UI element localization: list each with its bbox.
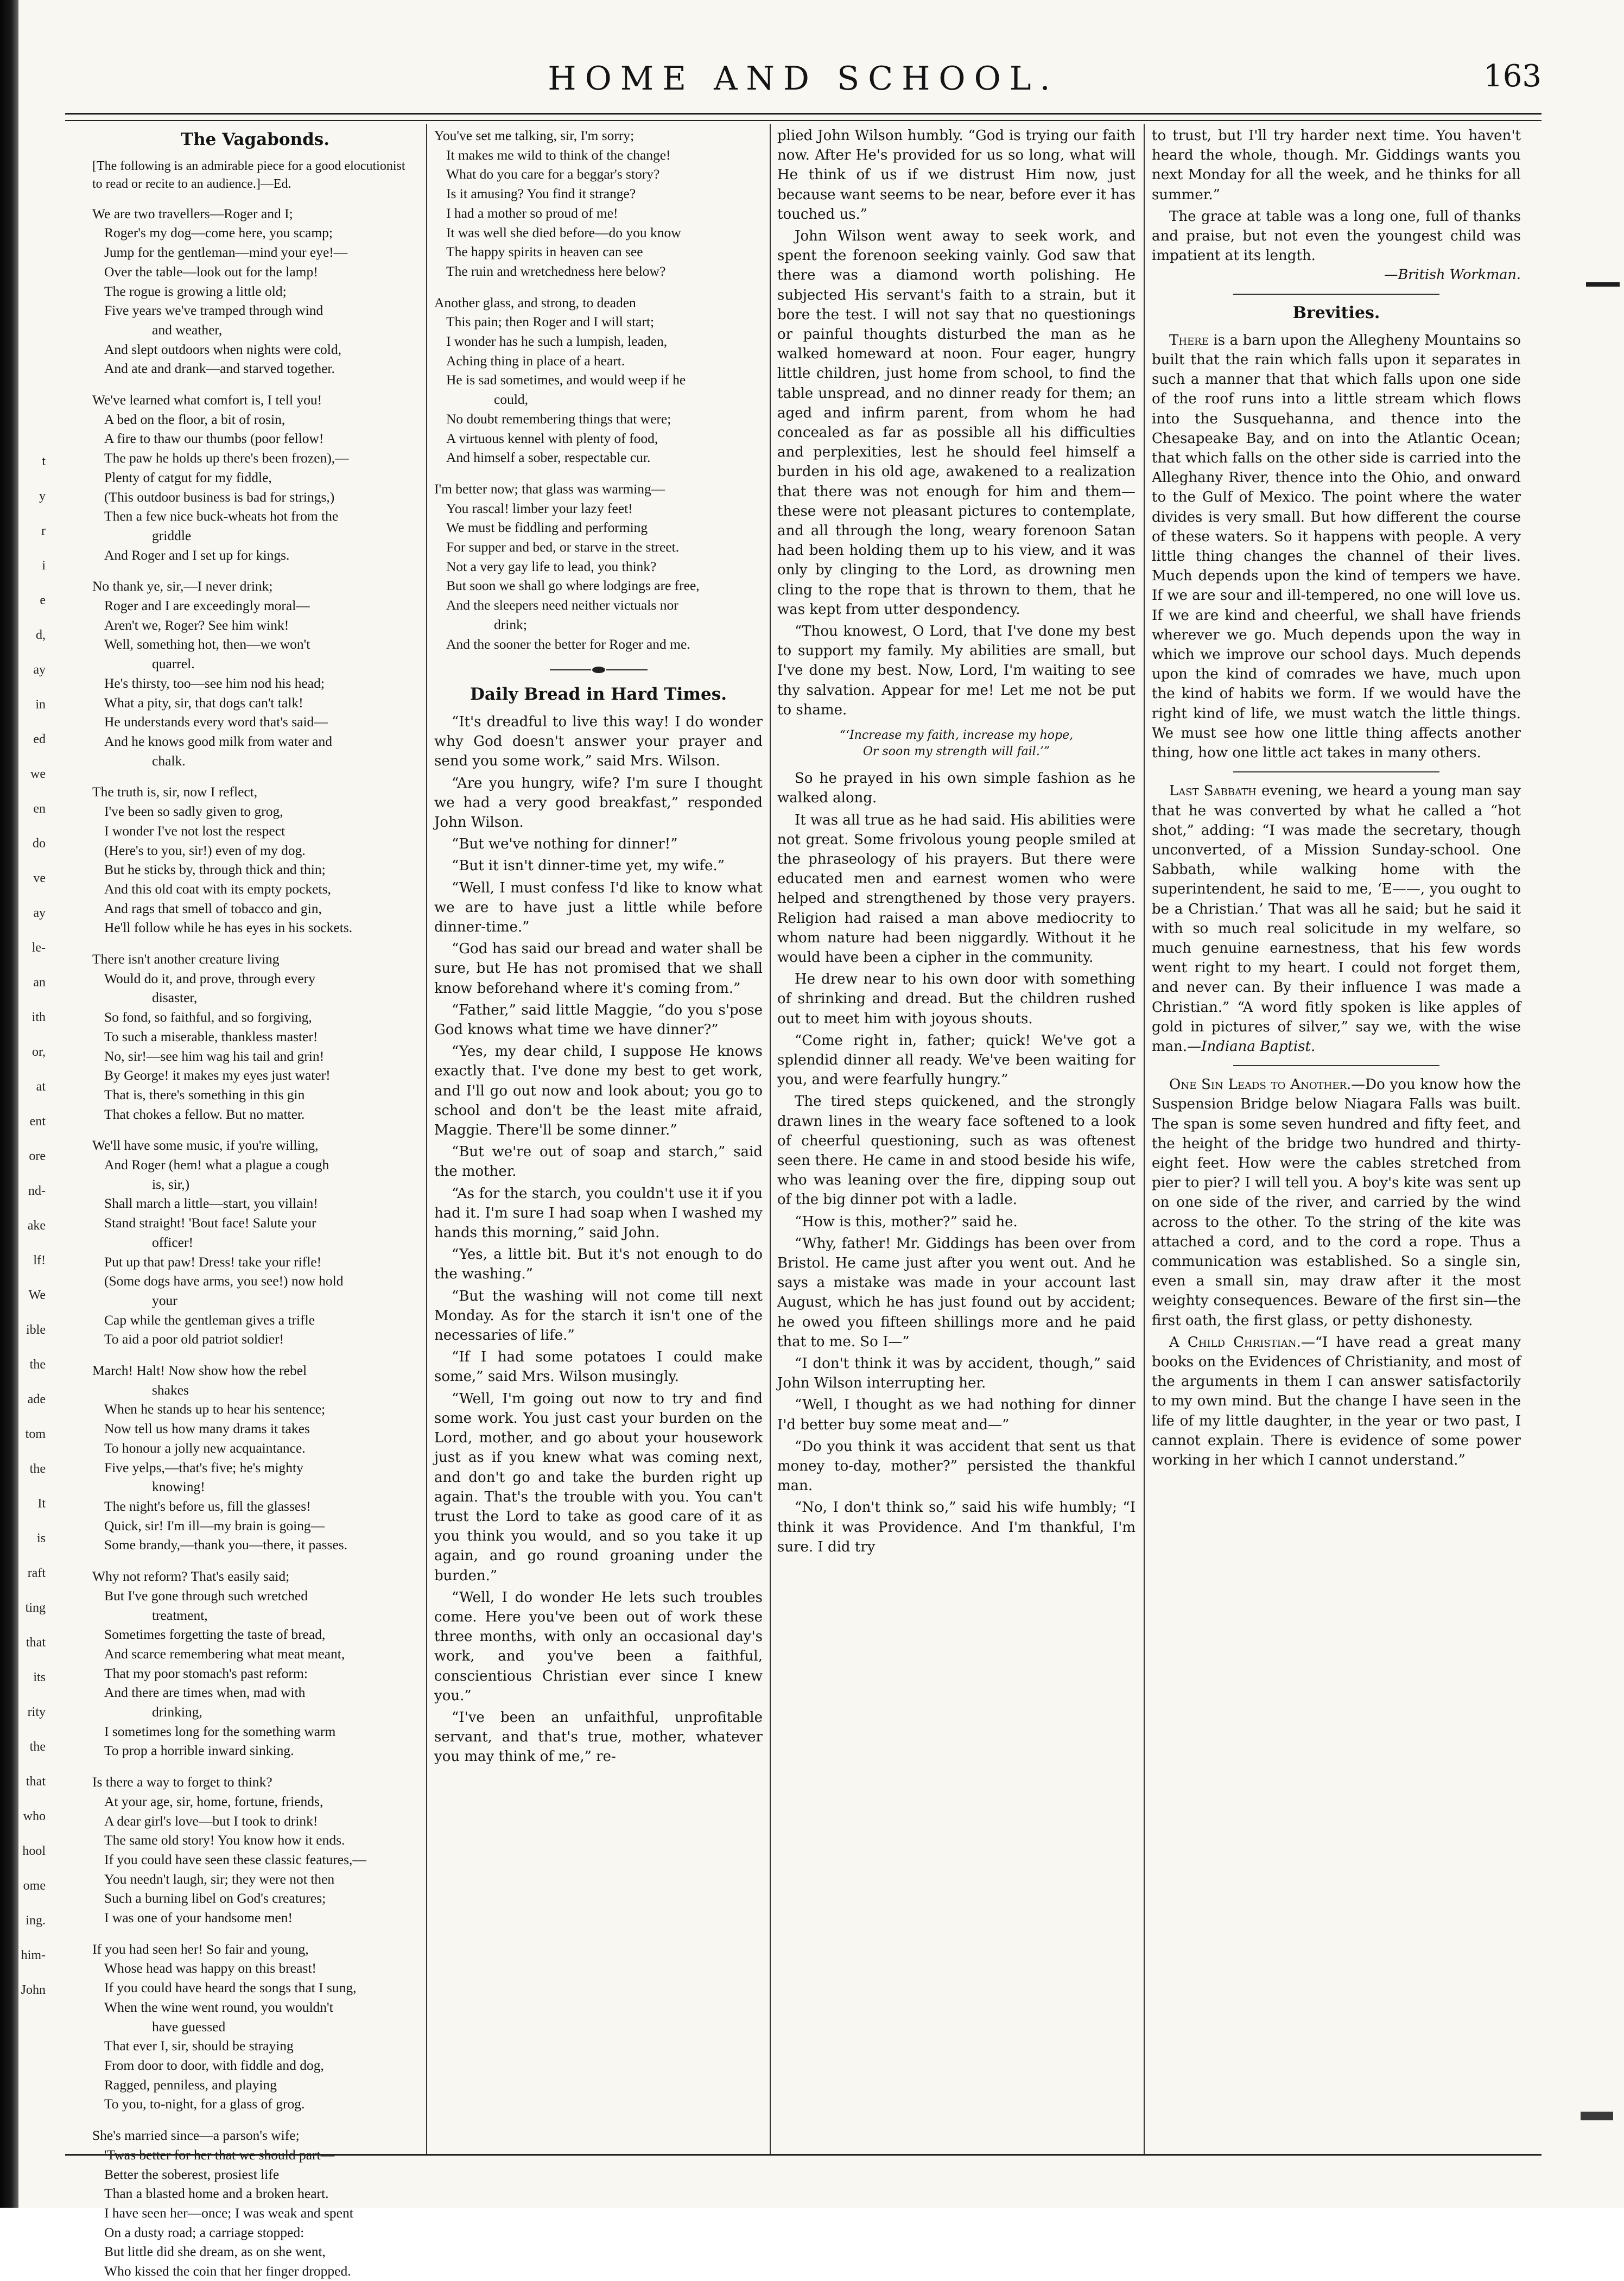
fragment-text: is bbox=[36, 1531, 46, 1545]
fragment-text: d, bbox=[36, 628, 46, 642]
story-paragraph: He drew near to his own door with something of shrinking and dread. But the children rushed out to meet him with joyous shouts. bbox=[777, 971, 1135, 1027]
poem-line: If you could have seen these classic features,— bbox=[104, 1851, 366, 1867]
story-paragraph: “Well, I must confess I'd like to know what we are to have just a little while before dinner-time.” bbox=[434, 879, 763, 936]
fragment-text: John bbox=[21, 1983, 46, 1997]
fragment-text: who bbox=[23, 1809, 46, 1823]
fragment-text: ing. bbox=[26, 1913, 46, 1928]
poem-line: She's married since—a parson's wife; bbox=[92, 2127, 300, 2144]
poem-line: That is, there's something in this gin bbox=[104, 1086, 305, 1103]
poem-line: officer! bbox=[152, 1234, 193, 1250]
poem-line: could, bbox=[494, 391, 529, 408]
fragment-text: i bbox=[42, 559, 46, 573]
poem-line: And the sooner the better for Roger and me. bbox=[446, 636, 690, 652]
poem-line: But he sticks by, through thick and thin; bbox=[104, 861, 326, 878]
poem-line: Such a burning libel on God's creatures; bbox=[104, 1890, 326, 1906]
poem-line: Five yelps,—that's five; he's mighty bbox=[104, 1459, 303, 1475]
poem-line: We must be fiddling and performing bbox=[446, 519, 648, 536]
poem-line: shakes bbox=[152, 1382, 189, 1398]
poem-line: We've learned what comfort is, I tell you! bbox=[92, 392, 322, 408]
poem-line: And Roger and I set up for kings. bbox=[104, 547, 290, 563]
column-3 bbox=[777, 126, 1135, 2145]
fragment-text: him- bbox=[21, 1948, 46, 1962]
daily-bread-title: Daily Bread in Hard Times. bbox=[470, 685, 727, 705]
poem-line: A virtuous kennel with plenty of food, bbox=[446, 430, 658, 446]
poem-line: drink; bbox=[494, 616, 527, 632]
poem-line: disaster, bbox=[152, 990, 198, 1006]
poem-line: And there are times when, mad with bbox=[104, 1684, 306, 1701]
poem-stanza bbox=[434, 126, 763, 281]
poem-line: Better the soberest, prosiest life bbox=[104, 2166, 280, 2182]
poem-line: No doubt remembering things that were; bbox=[446, 410, 671, 427]
poem-line: He is sad sometimes, and would weep if he bbox=[446, 372, 686, 388]
poem-line: Now tell us how many drams it takes bbox=[104, 1421, 310, 1437]
poem-line: Why not reform? That's easily said; bbox=[92, 1568, 290, 1585]
poem-line: Is it amusing? You find it strange? bbox=[446, 186, 636, 202]
poem-line: Plenty of catgut for my fiddle, bbox=[104, 469, 272, 485]
section-rule bbox=[1233, 771, 1440, 772]
poem-line: That chokes a fellow. But no matter. bbox=[104, 1106, 305, 1122]
poem-line: have guessed bbox=[152, 2018, 226, 2035]
poem-line: Not a very gay life to lead, you think? bbox=[446, 558, 657, 574]
poem-stanza bbox=[434, 479, 763, 654]
fragment-text: ay bbox=[33, 906, 46, 920]
poem-line: Stand straight! 'Bout face! Salute your bbox=[104, 1215, 316, 1231]
poem-line: Than a blasted home and a broken heart. bbox=[104, 2185, 329, 2202]
poem-line: Is there a way to forget to think? bbox=[92, 1774, 272, 1790]
poem-line: When he stands up to hear his sentence; bbox=[104, 1401, 326, 1417]
poem-line: It was well she died before—do you know bbox=[446, 224, 681, 240]
poem-line: The happy spirits in heaven can see bbox=[446, 244, 643, 260]
story-paragraph: to trust, but I'll try harder next time. You haven't heard the whole, though. Mr. Giddings wants you next Monday for all the week, and he thinks for all summer.” bbox=[1152, 128, 1521, 203]
poem-stanza bbox=[92, 1136, 418, 1349]
fragment-text: raft bbox=[27, 1566, 46, 1580]
fragment-text: ore bbox=[29, 1149, 46, 1163]
fragment-text: in bbox=[35, 698, 46, 712]
poem-line: The truth is, sir, now I reflect, bbox=[92, 784, 258, 800]
story-paragraph: “Well, I do wonder He lets such troubles come. Here you've been out of work these three months, with only an occasional day's work, and you've been a faithful, conscientious Christian ever since I knew you.” bbox=[434, 1589, 763, 1704]
section-rule bbox=[1233, 294, 1440, 295]
poem-line: At your age, sir, home, fortune, friends, bbox=[104, 1793, 323, 1809]
poem-line: Sometimes forgetting the taste of bread, bbox=[104, 1626, 326, 1643]
story-paragraph: It was all true as he had said. His abilities were not great. Some frivolous young people smiled at the phraseology of his prayers. But there were educated men and earnest women who were helped and strengthened by those very prayers. Religion had raised a man above mediocrity to whom nature had been niggardly. Without it he would have been a cipher in the community. bbox=[777, 812, 1135, 966]
poem-line: He understands every word that's said— bbox=[104, 714, 328, 730]
poem-line: 'Twas better for her that we should part— bbox=[104, 2146, 335, 2163]
binding-spine bbox=[0, 0, 18, 2208]
poem-line: The night's before us, fill the glasses! bbox=[104, 1498, 311, 1514]
poem-line: So fond, so faithful, and so forgiving, bbox=[104, 1009, 312, 1025]
poem-line: A dear girl's love—but I took to drink! bbox=[104, 1813, 318, 1829]
poem-line: From door to door, with fiddle and dog, bbox=[104, 2057, 324, 2073]
fragment-text: r bbox=[41, 524, 46, 538]
vagabonds-stanzas-part-2 bbox=[434, 126, 763, 654]
column-divider bbox=[1144, 124, 1145, 2154]
section-rule bbox=[1233, 1065, 1440, 1066]
poem-line: What do you care for a beggar's story? bbox=[446, 166, 660, 182]
brevity-one-sin: One Sin Leads to Another.—Do you know how the Suspension Bridge below Niagara Falls was built. The span is some seven hundred and fifty feet, and the height of the bridge two hundred and thirty-eight feet. How were the cables stretched from pier to pier? I will tell you. A boy's kite was sent up on one side of the river, and carried by the wind across to the other. To the string of the kite was attached a cord, and to the cord a rope. Thus a communication was established. So a single sin, even a small sin, may draw after it the most weighty consequences. Beware of the first sin—the first oath, the first glass, or petty dishonesty. bbox=[1152, 1076, 1521, 1329]
fragment-text: its bbox=[33, 1670, 46, 1684]
story-paragraph: “Yes, my dear child, I suppose He knows exactly that. I've done my best to get work, and I'll go out now and look about; you go to school and don't be the least mite afraid, Maggie. There'll be some dinner.” bbox=[434, 1043, 763, 1139]
story-paragraph: “How is this, mother?” said he. bbox=[795, 1213, 1018, 1230]
fragment-text: It bbox=[37, 1497, 46, 1511]
brevities-title: Brevities. bbox=[1292, 303, 1380, 323]
poem-stanza bbox=[92, 782, 418, 937]
poem-line: When the wine went round, you wouldn't bbox=[104, 1999, 333, 2015]
poem-stanza bbox=[92, 204, 418, 378]
fragment-text: ay bbox=[33, 663, 46, 677]
poem-line: I'm better now; that glass was warming— bbox=[434, 480, 665, 497]
poem-line: You needn't laugh, sir; they were not then bbox=[104, 1871, 335, 1887]
poem-stanza bbox=[92, 1361, 418, 1555]
fragment-text: nd- bbox=[28, 1184, 46, 1198]
fragment-text: ent bbox=[29, 1114, 46, 1129]
fragment-text: ade bbox=[27, 1392, 46, 1406]
poem-line: drinking, bbox=[152, 1704, 202, 1720]
poem-line: March! Halt! Now show how the rebel bbox=[92, 1363, 307, 1379]
poem-line: Ragged, penniless, and playing bbox=[104, 2076, 277, 2093]
poem-line: treatment, bbox=[152, 1607, 208, 1623]
hymn-quote bbox=[777, 727, 1135, 760]
poem-line: And himself a sober, respectable cur. bbox=[446, 449, 651, 466]
poem-line: To aid a poor old patriot soldier! bbox=[104, 1331, 284, 1347]
fragment-text: ve bbox=[33, 871, 46, 885]
story-paragraph: “I've been an unfaithful, unprofitable servant, and that's true, mother, whatever you may think of me,” re- bbox=[434, 1709, 763, 1765]
poem-line: I sometimes long for the something warm bbox=[104, 1723, 336, 1739]
story-paragraph: “I don't think it was by accident, though,” said John Wilson interrupting her. bbox=[777, 1355, 1135, 1392]
poem-line: Would do it, and prove, through every bbox=[104, 970, 315, 986]
poem-line: A bed on the floor, a bit of rosin, bbox=[104, 411, 286, 427]
fragment-text: the bbox=[29, 1358, 46, 1372]
story-paragraph: “If I had some potatoes I could make some,” said Mrs. Wilson musingly. bbox=[434, 1349, 763, 1385]
poem-stanza bbox=[92, 576, 418, 770]
poem-line: If you had seen her! So fair and young, bbox=[92, 1941, 309, 1957]
poem-line: And ate and drank—and starved together. bbox=[104, 360, 335, 377]
poem-line: If you could have heard the songs that I sung, bbox=[104, 1980, 357, 1996]
fragment-text: the bbox=[29, 1462, 46, 1476]
poem-line: The same old story! You know how it ends. bbox=[104, 1832, 345, 1848]
poem-line: And he knows good milk from water and bbox=[104, 733, 332, 749]
column-4 bbox=[1152, 126, 1521, 2145]
quote-line: “‘Increase my faith, increase my hope, bbox=[839, 728, 1074, 743]
running-title: HOME AND SCHOOL. bbox=[548, 60, 1059, 98]
poem-line: To prop a horrible inward sinking. bbox=[104, 1743, 294, 1759]
poem-line: Then a few nice buck-wheats hot from the bbox=[104, 508, 339, 524]
column-divider bbox=[770, 124, 771, 2154]
poem-line: I had a mother so proud of me! bbox=[446, 205, 618, 221]
poem-line: No thank ye, sir,—I never drink; bbox=[92, 578, 273, 594]
poem-line: He's thirsty, too—see him nod his head; bbox=[104, 675, 325, 691]
poem-line: is, sir,) bbox=[152, 1176, 190, 1192]
story-paragraph: “It's dreadful to live this way! I do wonder why God doesn't answer your prayer and send you some work,” said Mrs. Wilson. bbox=[434, 713, 763, 770]
poem-line: But soon we shall go where lodgings are free, bbox=[446, 578, 700, 594]
fragment-text: ome bbox=[23, 1879, 46, 1893]
page-number: 163 bbox=[1483, 59, 1541, 94]
poem-line: Quick, sir! I'm ill—my brain is going— bbox=[104, 1517, 325, 1534]
poem-line: Shall march a little—start, you villain! bbox=[104, 1195, 318, 1212]
poem-line: To such a miserable, thankless master! bbox=[104, 1028, 318, 1044]
poem-line: I have seen her—once; I was weak and spent bbox=[104, 2204, 353, 2221]
daily-bread-conclusion bbox=[1152, 126, 1521, 265]
poem-line: No, sir!—see him wag his tail and grin! bbox=[104, 1048, 325, 1064]
poem-line: Some brandy,—thank you—there, it passes. bbox=[104, 1537, 348, 1553]
story-paragraph: “But the washing will not come till next Monday. As for the starch it isn't one of the necessaries of life.” bbox=[434, 1288, 763, 1344]
story-paragraph: “Are you hungry, wife? I'm sure I thought we had a very good breakfast,” responded John Wilson. bbox=[434, 775, 763, 831]
page-header bbox=[65, 38, 1541, 125]
story-paragraph: “Well, I thought as we had nothing for dinner I'd better buy some meat and—” bbox=[777, 1397, 1135, 1433]
ornament-divider bbox=[544, 666, 653, 674]
column-2 bbox=[434, 126, 763, 2145]
poem-line: We are two travellers—Roger and I; bbox=[92, 205, 293, 221]
edge-mark bbox=[1586, 282, 1620, 287]
poem-stanza bbox=[92, 1940, 418, 2114]
poem-line: griddle bbox=[152, 527, 192, 543]
poem-stanza bbox=[434, 293, 763, 467]
fragment-text: ible bbox=[26, 1323, 46, 1337]
column-divider bbox=[426, 124, 427, 2154]
poem-line: I've been so sadly given to grog, bbox=[104, 803, 283, 820]
daily-bread-part-3 bbox=[777, 769, 1135, 1557]
poem-line: (Some dogs have arms, you see!) now hold bbox=[104, 1273, 344, 1289]
story-paragraph: “God has said our bread and water shall be sure, but He has not promised that we shall know beforehand where it's coming from.” bbox=[434, 941, 763, 997]
fragment-text: that bbox=[26, 1775, 46, 1789]
fragment-text: we bbox=[30, 767, 46, 781]
fragment-text: ith bbox=[31, 1010, 46, 1024]
fragment-text: ake bbox=[27, 1219, 46, 1233]
story-paragraph: “Thou knowest, O Lord, that I've done my best to support my family. My abilities are small, but I've done my best. Now, Lord, I'm waiting to see thy salvation. Appear for me! Let me not be put to shame. bbox=[777, 623, 1135, 718]
fragment-text: tom bbox=[25, 1427, 46, 1441]
poem-line: I wonder I've not lost the respect bbox=[104, 822, 286, 839]
poem-line: A fire to thaw our thumbs (poor fellow! bbox=[104, 430, 324, 447]
poem-line: But I've gone through such wretched bbox=[104, 1587, 308, 1604]
daily-bread-part-2 bbox=[777, 126, 1135, 720]
story-paragraph: “Well, I'm going out now to try and find some work. You just cast your burden on the Lord, mother, and go about your housework just as if you knew what was coming next, and don't go and take the burden right up again. That's the trouble with you. You can't trust the Lord to take as good care of it as you think you would, and so you take it up again, and go round groaning under the burden.” bbox=[434, 1390, 763, 1584]
fragment-text: y bbox=[39, 489, 46, 503]
poem-line: Jump for the gentleman—mind your eye!— bbox=[104, 244, 348, 261]
story-paragraph: “Do you think it was accident that sent us that money to-day, mother?” persisted the thankful man. bbox=[777, 1438, 1135, 1494]
brevity-barn: There is a barn upon the Allegheny Mountains so built that the rain which falls upon it separates in such a manner that that which falls upon one side of the roof runs into a little stream which flows into the Susquehanna, and thence into the Chesapeake Bay, and on into the Atlantic Ocean; that which falls on the other side is carried into the Alleghany River, thence into the Ohio, and onward to the Gulf of Mexico. The point where the water divides is very small. But how different the course of these waters. So it happens with people. A very little thing changes the channel of their lives. Much depends upon the kind of tempers we have. If we are sour and ill-tempered, no one will love us. If we are kind and cheerful, we shall have friends wherever we go. Much depends upon the way in which we improve our school days. Much depends upon the kind of comrades we have, much upon the kind of habits we form. If we would have the right kind of life, we must watch the little things. We must see how one little thing affects another thing, how one little act takes in many others. bbox=[1152, 332, 1521, 762]
poem-line: knowing! bbox=[152, 1479, 205, 1495]
fragment-text: ting bbox=[25, 1601, 46, 1615]
poem-line: We'll have some music, if you're willing, bbox=[92, 1137, 319, 1154]
story-paragraph: “Come right in, father; quick! We've got a splendid dinner all ready. We've been waiting for you, and were fearfully hungry.” bbox=[777, 1032, 1135, 1088]
poem-line: Cap while the gentleman gives a trifle bbox=[104, 1311, 315, 1328]
poem-line: And scarce remembering what meat meant, bbox=[104, 1645, 345, 1662]
story-paragraph: “Yes, a little bit. But it's not enough to do the washing.” bbox=[434, 1246, 763, 1283]
fragment-text: t bbox=[42, 454, 46, 468]
poem-line: Roger and I are exceedingly moral— bbox=[104, 598, 310, 614]
vagabonds-stanzas-part-1 bbox=[92, 204, 418, 2281]
poem-line: Well, something hot, then—we won't bbox=[104, 636, 310, 652]
story-paragraph: plied John Wilson humbly. “God is trying our faith now. After He's provided for us so long, what will He think of us if we distrust Him now, just because want seems to be near, before ever it has touched us.” bbox=[777, 128, 1135, 223]
poem-line: To honour a jolly new acquaintance. bbox=[104, 1440, 306, 1456]
fragment-text: do bbox=[33, 837, 46, 851]
poem-line: You rascal! limber your lazy feet! bbox=[446, 500, 633, 516]
poem-line: quarrel. bbox=[152, 656, 195, 672]
poem-line: chalk. bbox=[152, 752, 186, 769]
poem-stanza bbox=[92, 949, 418, 1124]
story-paragraph: “Father,” said little Maggie, “do you s'pose God knows what time we have dinner?” bbox=[434, 1002, 763, 1038]
poem-line: The ruin and wretchedness here below? bbox=[446, 263, 666, 279]
poem-line: This pain; then Roger and I will start; bbox=[446, 314, 655, 330]
story-paragraph: “But we've nothing for dinner!” bbox=[452, 836, 678, 853]
edge-mark bbox=[1581, 2112, 1613, 2120]
poem-line: Five years we've tramped through wind bbox=[104, 302, 323, 319]
poem-line: For supper and bed, or starve in the street. bbox=[446, 539, 680, 555]
fragment-text: that bbox=[26, 1636, 46, 1650]
story-paragraph: “But we're out of soap and starch,” said the mother. bbox=[434, 1144, 763, 1180]
poem-stanza bbox=[92, 1567, 418, 1760]
story-paragraph: So he prayed in his own simple fashion as he walked along. bbox=[777, 770, 1135, 807]
poem-stanza bbox=[92, 1772, 418, 1928]
poem-line: Aren't we, Roger? See him wink! bbox=[104, 617, 289, 633]
fragment-text: the bbox=[29, 1740, 46, 1754]
poem-line: I wonder has he such a lumpish, leaden, bbox=[446, 333, 668, 350]
poem-line: By George! it makes my eyes just water! bbox=[104, 1067, 331, 1084]
header-rule bbox=[65, 113, 1541, 121]
bottom-rule bbox=[65, 2154, 1541, 2156]
fragment-text: rity bbox=[27, 1705, 46, 1719]
poem-line: What a pity, sir, that dogs can't talk! bbox=[104, 694, 303, 711]
poem-line: That my poor stomach's past reform: bbox=[104, 1665, 308, 1681]
poem-line: The rogue is growing a little old; bbox=[104, 283, 287, 299]
fragment-text: lf! bbox=[33, 1253, 46, 1268]
brevity-hot-shot: Last Sabbath evening, we heard a young man say that he was converted by what he called a “hot shot,” adding: “I was made the secretary, though unconverted, of a Mission Sunday-school. One Sabbath, while walking home with the superintendent, he said to me, ‘E——, you ought to be a Christian.’ That was all he said; but he said it with so much real solicitude in my welfare, so much genuine earnestness, that his few words went right to my heart. I could not forget them, and never can. By their influence I was made a Christian.” “A word fitly spoken is like apples of gold in pictures of silver,” say we, with the wise man.—Indiana Baptist. bbox=[1152, 783, 1521, 1055]
column-1 bbox=[92, 126, 418, 2279]
daily-bread-credit: —British Workman. bbox=[1384, 267, 1521, 283]
fragment-text: at bbox=[36, 1080, 46, 1094]
poem-line: It makes me wild to think of the change! bbox=[446, 147, 671, 163]
poem-line: your bbox=[152, 1292, 177, 1308]
poem-line: (Here's to you, sir!) even of my dog. bbox=[104, 842, 306, 858]
poem-line: On a dusty road; a carriage stopped: bbox=[104, 2224, 304, 2240]
poem-line: Put up that paw! Dress! take your rifle! bbox=[104, 1253, 322, 1270]
story-paragraph: “Why, father! Mr. Giddings has been over from Bristol. He came just after you went out. And he says a mistake was made in your account last August, which he has just found out by accident; he owed you fifteen shillings more and he paid that to me. So I—” bbox=[777, 1235, 1135, 1350]
poem-line: To you, to-night, for a glass of grog. bbox=[104, 2096, 305, 2112]
fragment-text: ed bbox=[33, 732, 46, 746]
poem-line: And rags that smell of tobacco and gin, bbox=[104, 900, 322, 916]
story-paragraph: John Wilson went away to seek work, and spent the forenoon seeking vainly. God saw that there was a diamond worth polishing. He subjected His servant's faith to a strain, but it bore the test. I will not say that no questionings or painful thoughts disturbed the man as he walked homeward at noon. Four eager, hungry little children, just home from school, to find the table unspread, and no dinner ready for them; an aged and infirm parent, from whom he had concealed as far as possible all his difficulties and perplexities, lest he should feel himself a burden in his old age, awakened to a realization that there was not enough for him and them—these were not pleasant pictures to contemplate, and all through the long, weary forenoon Satan had been holding them up to his view, and it was only by clinging to the Lord, as drowning men cling to the rope that is thrown to them, that he was kept from utter despondency. bbox=[777, 228, 1135, 618]
fragment-text: hool bbox=[22, 1844, 46, 1858]
vagabonds-title: The Vagabonds. bbox=[181, 130, 329, 149]
fragment-text: le- bbox=[31, 941, 46, 955]
poem-stanza bbox=[92, 2126, 418, 2281]
poem-line: But little did she dream, as on she went, bbox=[104, 2244, 326, 2260]
poem-line: Whose head was happy on this breast! bbox=[104, 1960, 316, 1976]
fragment-text: or, bbox=[31, 1045, 46, 1059]
daily-bread-part-1 bbox=[434, 712, 763, 1767]
previous-page-fragment bbox=[20, 126, 46, 2000]
fragment-text: e bbox=[40, 593, 46, 607]
fragment-text: We bbox=[28, 1288, 46, 1302]
poem-line: And Roger (hem! what a plague a cough bbox=[104, 1157, 329, 1173]
poem-line: There isn't another creature living bbox=[92, 951, 280, 967]
poem-line: (This outdoor business is bad for strings,) bbox=[104, 489, 335, 505]
story-paragraph: The grace at table was a long one, full of thanks and praise, but not even the youngest child was impatient at its length. bbox=[1152, 208, 1521, 264]
brevity-child-christian: A Child Christian.—“I have read a great many books on the Evidences of Christianity, and most of the arguments in them I can answer satisfactorily to my own mind. But the change I have seen in the life of my little daughter, in the year or two past, I cannot explain. There is evidence of some power working in her which I cannot understand.” bbox=[1152, 1334, 1521, 1468]
poem-stanza bbox=[92, 390, 418, 565]
poem-line: That ever I, sir, should be straying bbox=[104, 2038, 294, 2054]
quote-line: Or soon my strength will fail.’” bbox=[862, 745, 1050, 759]
poem-line: Aching thing in place of a heart. bbox=[446, 352, 625, 369]
fragment-text: an bbox=[33, 975, 46, 990]
vagabonds-intro: [The following is an admirable piece for a good elocutionist to read or recite to an audience.]—Ed. bbox=[92, 159, 405, 191]
poem-line: Roger's my dog—come here, you scamp; bbox=[104, 225, 333, 241]
story-paragraph: “But it isn't dinner-time yet, my wife.” bbox=[452, 858, 725, 875]
fragment-text: en bbox=[33, 802, 46, 816]
poem-line: Who kissed the coin that her finger dropped. bbox=[104, 2263, 351, 2279]
poem-line: I was one of your handsome men! bbox=[104, 1910, 293, 1926]
poem-line: Over the table—look out for the lamp! bbox=[104, 263, 318, 280]
poem-line: He'll follow while he has eyes in his sockets. bbox=[104, 920, 353, 936]
poem-line: The paw he holds up there's been frozen),— bbox=[104, 450, 349, 466]
poem-line: And slept outdoors when nights were cold, bbox=[104, 341, 341, 357]
poem-line: You've set me talking, sir, I'm sorry; bbox=[434, 128, 635, 143]
story-paragraph: “No, I don't think so,” said his wife humbly; “I think it was Providence. And I'm thankful, I'm sure. I did try bbox=[777, 1499, 1135, 1555]
poem-line: And this old coat with its empty pockets, bbox=[104, 880, 331, 897]
poem-line: Another glass, and strong, to deaden bbox=[434, 294, 636, 311]
story-paragraph: “As for the starch, you couldn't use it if you had it. I'm sure I had soap when I washed my hands this morning,” said John. bbox=[434, 1185, 763, 1241]
poem-line: and weather, bbox=[152, 321, 223, 338]
poem-line: And the sleepers need neither victuals nor bbox=[446, 597, 678, 613]
story-paragraph: The tired steps quickened, and the strongly drawn lines in the weary face softened to a look of cheerful questioning, such as was oftenest seen there. He came in and stood beside his wife, who was leaning over the fire, dipping soup out of the big dinner pot with a ladle. bbox=[777, 1093, 1135, 1208]
